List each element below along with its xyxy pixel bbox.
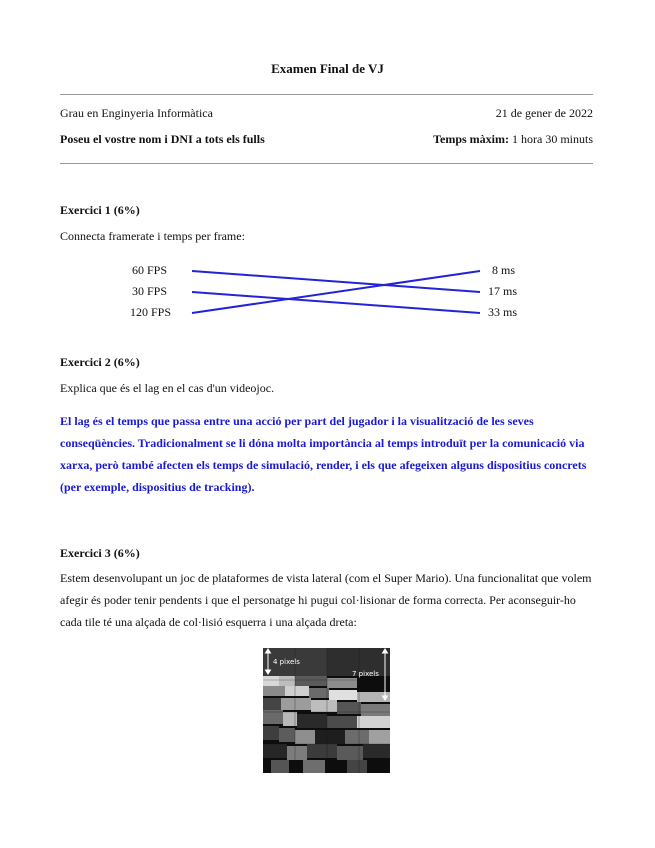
fps-60: 60 FPS: [131, 263, 167, 277]
left-height-label: 4 pixels: [273, 658, 300, 666]
right-height-label: 7 pixels: [352, 670, 379, 678]
exercise-2-heading: Exercici 2 (6%): [60, 355, 140, 369]
exam-date: 21 de gener de 2022: [495, 106, 593, 120]
match-line-120fps: [192, 271, 480, 313]
ms-8: 8 ms: [492, 263, 516, 277]
name-instruction: Poseu el vostre nom i DNI a tots els fulls: [60, 132, 265, 146]
tile-collision-figure: [263, 648, 390, 773]
ms-33: 33 ms: [488, 305, 518, 319]
tile-grid: [263, 648, 390, 773]
fps-120: 120 FPS: [129, 305, 171, 319]
ms-17: 17 ms: [488, 284, 518, 298]
degree-name: Grau en Enginyeria Informàtica: [60, 106, 213, 120]
fps-30: 30 FPS: [131, 284, 167, 298]
exercise-1-prompt: Connecta framerate i temps per frame:: [60, 229, 245, 243]
exercise-2-prompt: Explica que és el lag en el cas d'un videojoc.: [60, 381, 275, 395]
match-line-30fps: [192, 292, 480, 313]
max-time-label: Temps màxim:: [433, 132, 509, 146]
match-line-60fps: [192, 271, 480, 292]
exam-title: Examen Final de VJ: [271, 61, 384, 76]
max-time-value: 1 hora 30 minuts: [512, 132, 593, 146]
exercise-1-heading: Exercici 1 (6%): [60, 203, 140, 217]
exercise-3-text: Estem desenvolupant un joc de plataformes de vista lateral (com el Super Mario). Una funcionalitat que volem afegir és poder tenir pendents i que el personatge hi pugui col·lisionar de forma correcta. Per aconseguir-ho cada tile té una alçada de col·lisió esquerra i una alçada dreta:: [60, 571, 592, 629]
exercise-3-heading: Exercici 3 (6%): [60, 546, 140, 560]
exercise-2-answer: El lag és el temps que passa entre una acció per part del jugador i la visualització de les seves conseqüències. Tradicionalment se li dóna molta importància al temps introduït per la comunicació via xarxa, però també afecten els temps de simulació, render, i els que afegeixen alguns dispositius concrets (per exemple, dispositius de tracking).: [60, 414, 587, 494]
